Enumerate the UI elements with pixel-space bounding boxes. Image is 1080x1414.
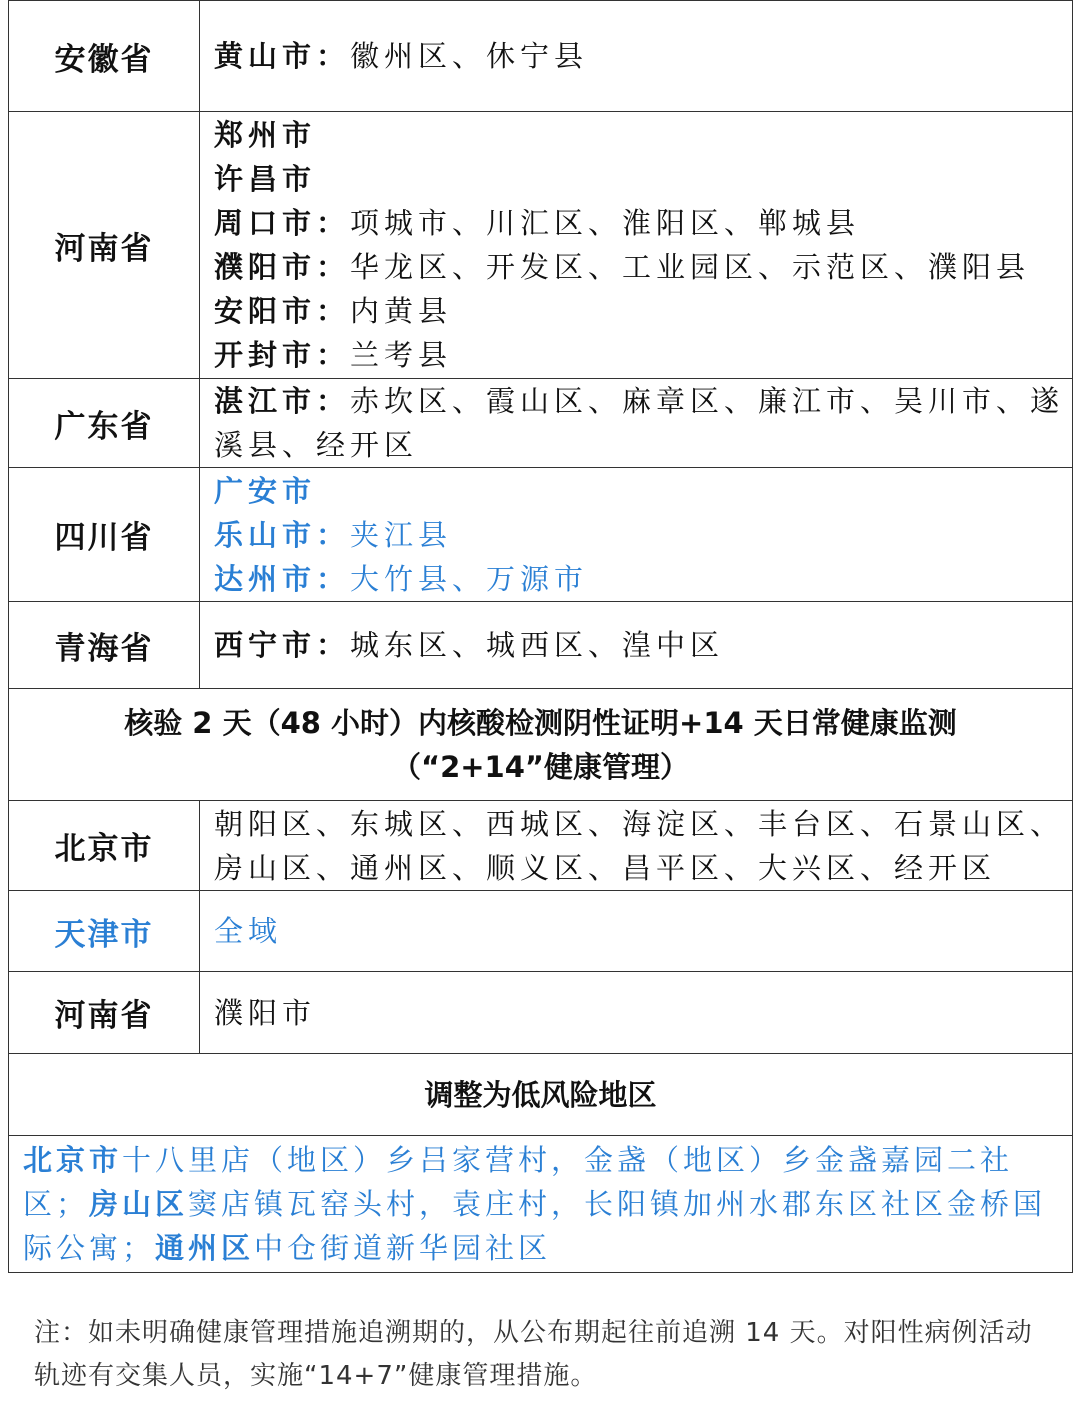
district-list: 赤坎区、霞山区、麻章区、廉江市、吴川市、遂溪县、经开区	[214, 384, 1065, 462]
province-cell: 四川省	[9, 468, 200, 602]
city-name: 安阳市：	[214, 294, 351, 328]
district-list: 城东区、城西区、湟中区	[350, 628, 725, 662]
table-row	[9, 972, 1073, 1054]
area-text: 窦店镇瓦窑头村，袁庄村，长阳镇加州水郡东区社区金桥国际公寓；	[23, 1187, 1047, 1265]
province-cell: 广东省	[9, 379, 200, 468]
table-row	[9, 112, 1073, 379]
province-cell: 河南省	[9, 972, 200, 1054]
city-name: 开封市：	[214, 338, 351, 372]
city-name: 黄山市：	[214, 39, 351, 73]
district-list: 朝阳区、东城区、西城区、海淀区、丰台区、石景山区、房山区、通州区、顺义区、昌平区、大兴区、经开区	[214, 806, 1065, 885]
city-name: 濮阳市：	[214, 250, 351, 284]
district-list: 徽州区、休宁县	[350, 39, 589, 73]
district-list: 内黄县	[350, 294, 453, 328]
cities-cell	[200, 602, 1073, 689]
low-risk-areas-cell	[9, 1136, 1073, 1273]
section-header-row	[9, 1054, 1073, 1136]
cities-cell	[200, 1, 1073, 112]
district-list: 兰考县	[350, 338, 453, 372]
table-row	[9, 379, 1073, 468]
city-name: 周口市：	[214, 206, 351, 240]
area-label: 房山区	[89, 1187, 189, 1221]
city-name: 湛江市：	[214, 384, 351, 418]
district-list: 夹江县	[350, 517, 453, 552]
area-text: 中仓街道新华园社区	[254, 1231, 552, 1265]
city-name: 达州市：	[214, 561, 351, 596]
cities-cell	[200, 112, 1073, 379]
table-row	[9, 602, 1073, 689]
footnote: 注：如未明确健康管理措施追溯期的，从公布期起往前追溯 14 天。对阳性病例活动轨迹有交集人员，实施“14+7”健康管理措施。	[34, 1318, 1033, 1391]
section-header-low-risk: 调整为低风险地区	[9, 1054, 1073, 1136]
districts-cell	[200, 801, 1073, 891]
table-row	[9, 891, 1073, 972]
section-header-line: 核验 2 天（48 小时）内核酸检测阴性证明+14 天日常健康监测	[124, 705, 957, 740]
district-list: 华龙区、开发区、工业园区、示范区、濮阳县	[350, 250, 1031, 284]
area-label: 通州区	[155, 1231, 255, 1265]
province-cell: 天津市	[9, 891, 200, 972]
area-label: 北京市	[23, 1143, 123, 1177]
risk-area-table	[8, 0, 1073, 1273]
area-text: 十八里店（地区）乡吕家营村，金盏（地区）乡金盏嘉园二社区；	[23, 1143, 1014, 1221]
cities-cell	[200, 379, 1073, 468]
district-list: 濮阳市	[214, 995, 317, 1030]
table-row	[9, 801, 1073, 891]
province-cell: 青海省	[9, 602, 200, 689]
city-name: 乐山市：	[214, 517, 351, 552]
city-name: 许昌市	[214, 162, 317, 196]
table-row	[9, 468, 1073, 602]
city-name: 郑州市	[214, 118, 317, 152]
city-name: 广安市	[214, 473, 317, 508]
section-header-line: （“2+14”健康管理）	[392, 749, 689, 784]
table-row	[9, 1136, 1073, 1273]
district-list: 全域	[214, 914, 283, 948]
province-cell: 安徽省	[9, 1, 200, 112]
districts-cell	[200, 972, 1073, 1054]
table-row	[9, 1, 1073, 112]
section-header-2plus14	[9, 689, 1073, 801]
section-header-row	[9, 689, 1073, 801]
district-list: 大竹县、万源市	[350, 561, 589, 596]
city-name: 西宁市：	[214, 628, 351, 662]
cities-cell	[200, 468, 1073, 602]
province-cell: 北京市	[9, 801, 200, 891]
province-cell: 河南省	[9, 112, 200, 379]
district-list: 项城市、川汇区、淮阳区、郸城县	[350, 206, 861, 240]
districts-cell	[200, 891, 1073, 972]
